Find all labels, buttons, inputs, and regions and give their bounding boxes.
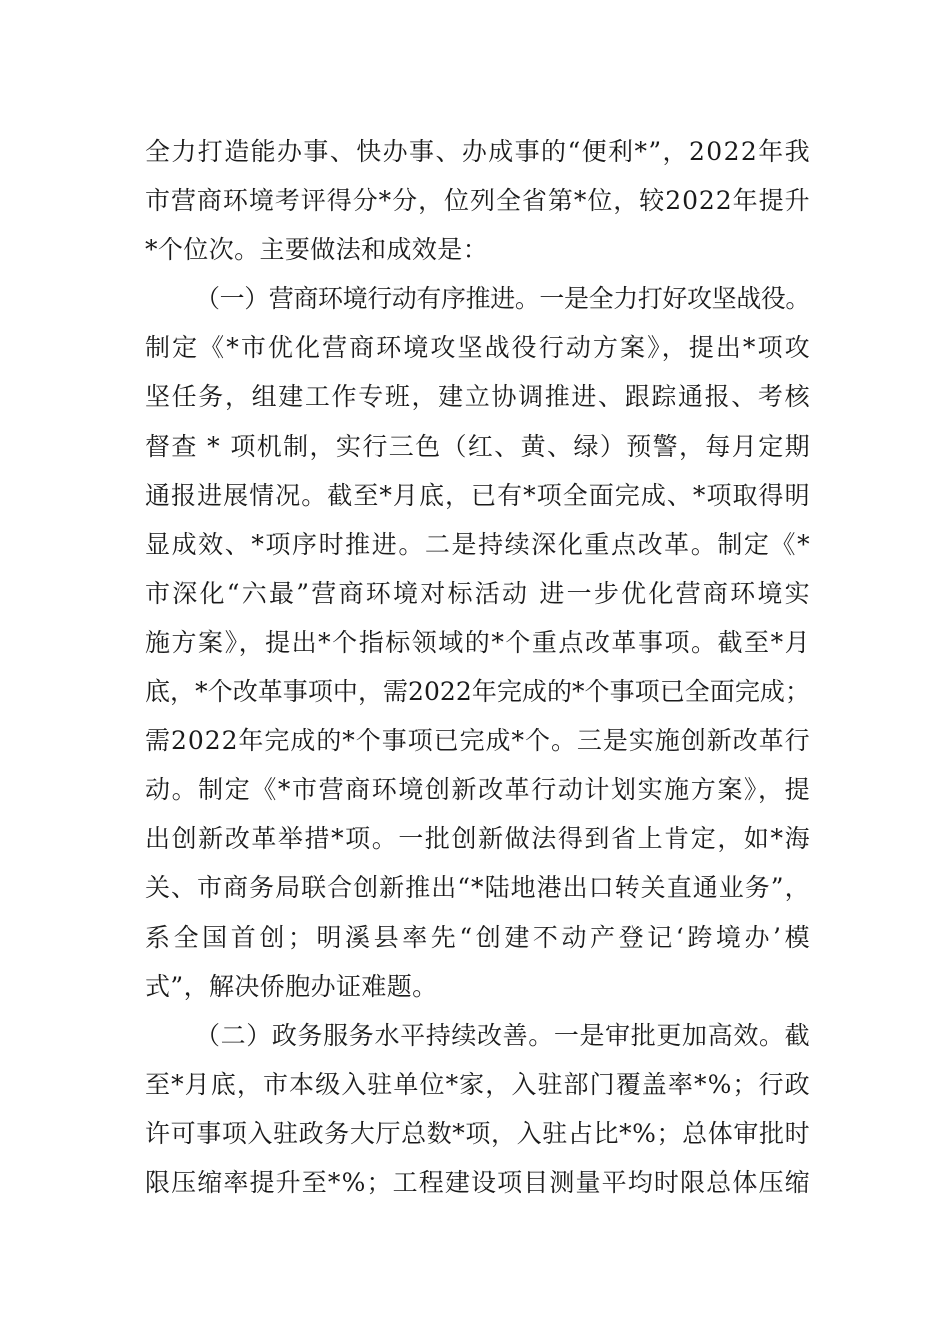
text-line: 需2022年完成的*个事项已完成*个。三是实施创新改革行 (145, 726, 811, 756)
text-line: 许可事项入驻政务大厅总数*项，入驻占比*%；总体审批时 (145, 1118, 811, 1148)
text-line: 出创新改革举措*项。一批创新做法得到省上肯定，如*海 (145, 824, 812, 854)
text-line: 市深化“六最”营商环境对标活动 进一步优化营商环境实 (145, 578, 812, 608)
text-line: 显成效、*项序时推进。二是持续深化重点改革。制定《* (145, 529, 812, 559)
text-line: *个位次。主要做法和成效是： (145, 235, 489, 265)
text-line: 通报进展情况。截至*月底，已有*项全面完成、*项取得明 (145, 480, 811, 510)
text-line: 动。制定《*市营商环境创新改革行动计划实施方案》，提 (145, 775, 812, 805)
text-line: 市营商环境考评得分*分，位列全省第*位，较2022年提升 (145, 186, 811, 216)
text-line: 督查 * 项机制，实行三色（红、黄、绿）预警，每月定期 (145, 431, 811, 461)
text-line: 底，*个改革事项中，需2022年完成的*个事项已全面完成； (145, 677, 810, 707)
text-line: 关、市商务局联合创新推出“*陆地港出口转关直通业务”， (145, 873, 811, 903)
text-line: 制定《*市优化营商环境攻坚战役行动方案》，提出*项攻 (145, 333, 812, 363)
section-heading-line: （一）营商环境行动有序推进。一是全力打好攻坚战役。 (195, 284, 810, 314)
text-line: 施方案》，提出*个指标领域的*个重点改革事项。截至*月 (145, 627, 812, 657)
text-line: 系全国首创；明溪县率先“创建不动产登记‘跨境办’模 (145, 922, 814, 952)
section-heading-line: （二）政务服务水平持续改善。一是审批更加高效。截 (195, 1020, 811, 1050)
text-line: 至*月底，市本级入驻单位*家，入驻部门覆盖率*%；行政 (145, 1069, 811, 1099)
document-body (145, 127, 814, 1207)
text-line: 式”，解决侨胞办证难题。 (145, 971, 438, 1001)
text-line: 全力打造能办事、快办事、办成事的“便利*”，2022年我 (145, 137, 811, 166)
text-line: 坚任务，组建工作专班，建立协调推进、跟踪通报、考核 (145, 382, 812, 412)
text-line: 限压缩率提升至*%；工程建设项目测量平均时限总体压缩 (145, 1167, 811, 1197)
